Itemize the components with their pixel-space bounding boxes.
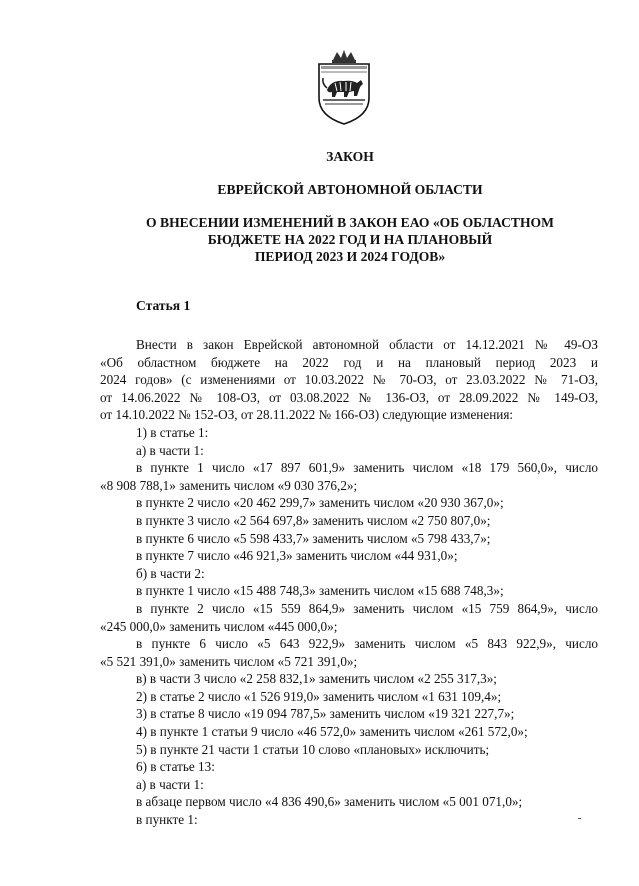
body-line: а) в части 1:: [136, 442, 204, 458]
body-line: в пункте 1:: [136, 812, 198, 828]
article-heading: Статья 1: [136, 298, 191, 313]
body-line: от 14.06.2022 № 108-ОЗ, от 03.08.2022 № 136-ОЗ, от 28.09.2022 № 149-ОЗ,: [100, 389, 598, 405]
body-line: 2024 годов» (с изменениями от 10.03.2022 № 70-ОЗ, от 23.03.2022 № 71-ОЗ,: [100, 372, 598, 388]
law-title-line: БЮДЖЕТЕ НА 2022 ГОД И НА ПЛАНОВЫЙ: [207, 232, 493, 247]
body-line: б) в части 2:: [136, 565, 205, 581]
body-line: 1) в статье 1:: [136, 424, 209, 440]
body-line: «8 908 788,1» заменить числом «9 030 376,2»;: [100, 477, 358, 493]
law-title-line: ПЕРИОД 2023 И 2024 ГОДОВ»: [254, 249, 446, 264]
body-line: в пункте 1 число «17 897 601,9» заменить числом «18 179 560,0», число: [136, 460, 598, 476]
body-line: в пункте 1 число «15 488 748,3» заменить числом «15 688 748,3»;: [136, 583, 504, 599]
body-line: в пункте 3 число «2 564 697,8» заменить числом «2 750 807,0»;: [136, 512, 491, 528]
body-line: в пункте 6 число «5 598 433,7» заменить числом «5 798 433,7»;: [136, 530, 491, 546]
body-line: 3) в статье 8 число «19 094 787,5» заменить числом «19 321 227,7»;: [136, 706, 515, 722]
body-line: в пункте 2 число «20 462 299,7» заменить числом «20 930 367,0»;: [136, 495, 504, 511]
body-line: в пункте 7 число «46 921,3» заменить числом «44 931,0»;: [136, 548, 458, 564]
law-title: [60, 214, 639, 265]
article-body: [100, 336, 598, 829]
law-heading: ЗАКОН: [326, 149, 374, 164]
scan-mark: [578, 818, 581, 819]
body-line: а) в части 1:: [136, 776, 204, 792]
body-line: от 14.10.2022 № 152-ОЗ, от 28.11.2022 № 166-ОЗ) следующие изменения:: [100, 407, 514, 423]
body-line: 6) в статье 13:: [136, 759, 215, 775]
body-line: 4) в пункте 1 статьи 9 число «46 572,0» заменить числом «261 572,0»;: [136, 724, 528, 740]
body-line: в пункте 2 число «15 559 864,9» заменить числом «15 759 864,9», число: [136, 600, 598, 616]
law-title-line: О ВНЕСЕНИИ ИЗМЕНЕНИЙ В ЗАКОН ЕАО «ОБ ОБЛАСТНОМ: [146, 215, 554, 230]
body-line: в абзаце первом число «4 836 490,6» заменить числом «5 001 071,0»;: [136, 794, 523, 810]
body-line: Внести в закон Еврейской автономной области от 14.12.2021 № 49-ОЗ: [136, 337, 598, 352]
region-heading: ЕВРЕЙСКОЙ АВТОНОМНОЙ ОБЛАСТИ: [217, 182, 483, 197]
body-line: в пункте 6 число «5 643 922,9» заменить числом «5 843 922,9», число: [136, 636, 598, 652]
body-line: 5) в пункте 21 части 1 статьи 10 слово «плановых» исключить;: [136, 741, 490, 757]
body-line: «Об областном бюджете на 2022 год и на плановый период 2023 и: [100, 354, 598, 370]
body-line: «5 521 391,0» заменить числом «5 721 391,0»;: [100, 653, 358, 669]
body-line: «245 000,0» заменить числом «445 000,0»;: [100, 618, 338, 634]
body-line: в) в части 3 число «2 258 832,1» заменить числом «2 255 317,3»;: [136, 671, 497, 687]
coat-of-arms-tiger-icon: [313, 50, 375, 126]
body-line: 2) в статье 2 число «1 526 919,0» заменить числом «1 631 109,4»;: [136, 688, 502, 704]
